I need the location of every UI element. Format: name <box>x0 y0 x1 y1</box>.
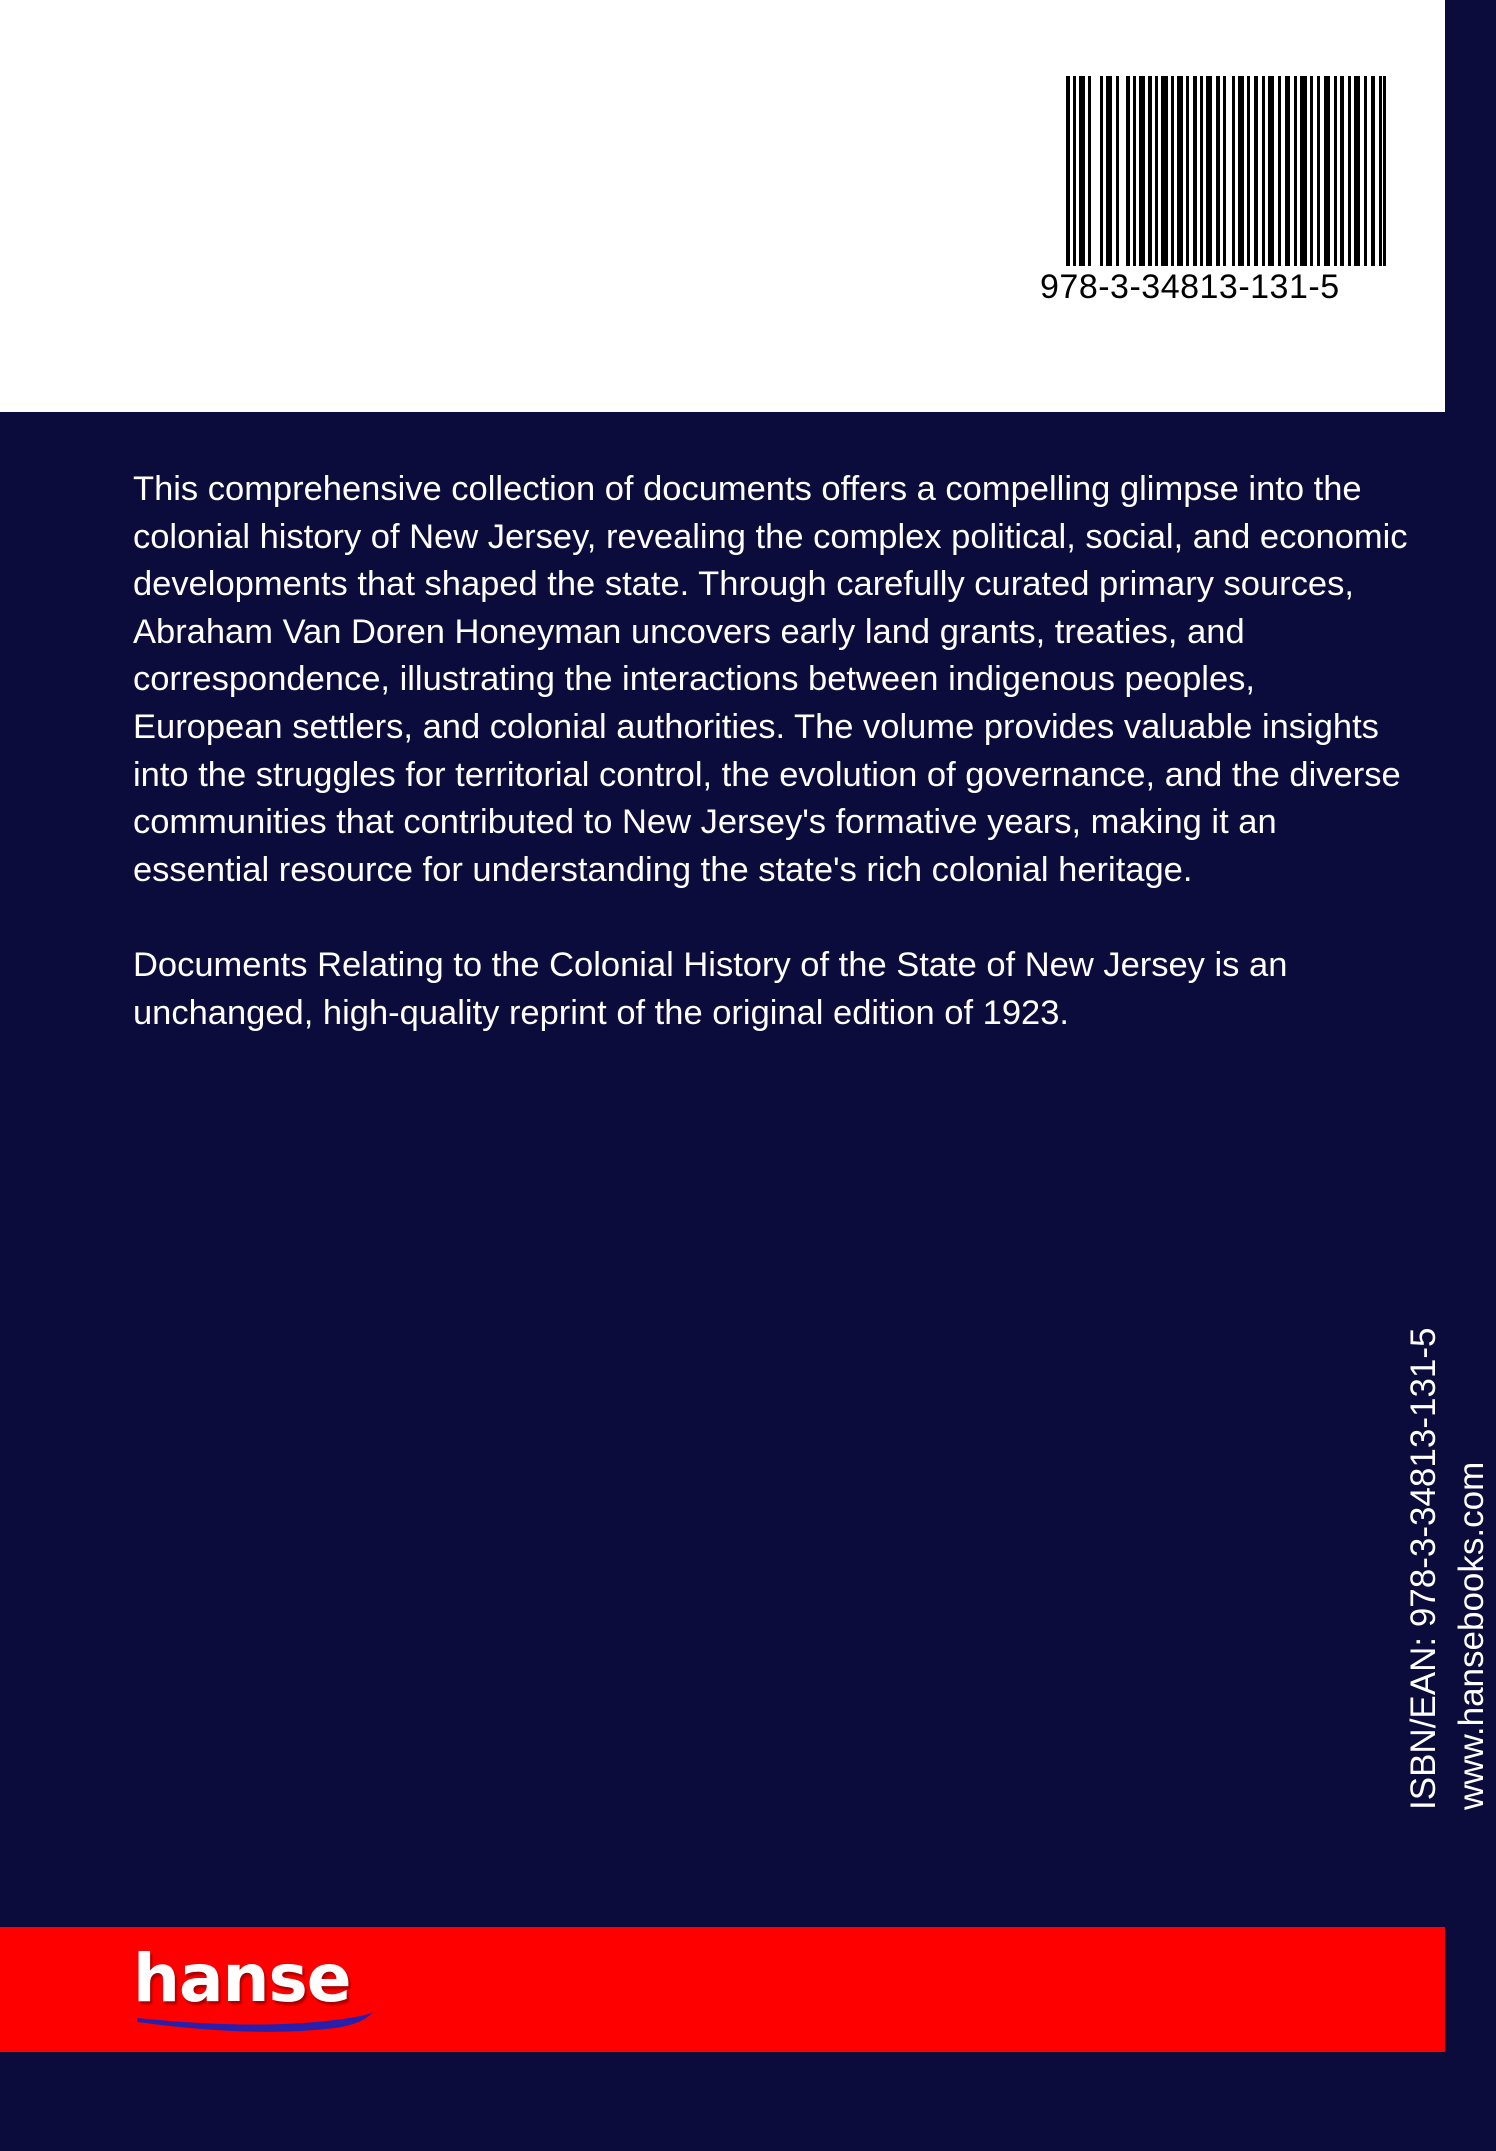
logo-wordmark: hanse <box>133 1940 351 2017</box>
barcode-image <box>1066 76 1386 266</box>
description-paragraph: Documents Relating to the Colonial History of the State of New Jersey is an unchanged, high-quality reprint of the original edition of 1923. <box>133 946 1288 1032</box>
logo-swoosh-icon <box>135 2008 375 2034</box>
description-paragraph: This comprehensive collection of documents offers a compelling glimpse into the colonial history of New Jersey, revealing the complex political, social, and economic developments that shaped the state. Through carefully curated primary sources, Abraham Van Doren Honeyman uncovers early land grants, treaties, and correspondence, illustrating the interactions between indigenous peoples, European settlers, and colonial authorities. The volume provides valuable insights into the struggles for territorial control, the evolution of governance, and the diverse communities that contributed to New Jersey's formative years, making it an essential resource for understanding the state's rich colonial heritage. <box>133 470 1408 889</box>
barcode-area <box>0 0 1445 412</box>
book-description <box>133 466 1408 1038</box>
vertical-info <box>1400 1328 1496 1811</box>
publisher-logo <box>133 1940 373 2036</box>
website-text: www.hansebooks.com <box>1452 1461 1491 1810</box>
isbn-text: ISBN/EAN: 978-3-34813-131-5 <box>1404 1327 1443 1810</box>
barcode-number: 978-3-34813-131-5 <box>1040 268 1340 306</box>
